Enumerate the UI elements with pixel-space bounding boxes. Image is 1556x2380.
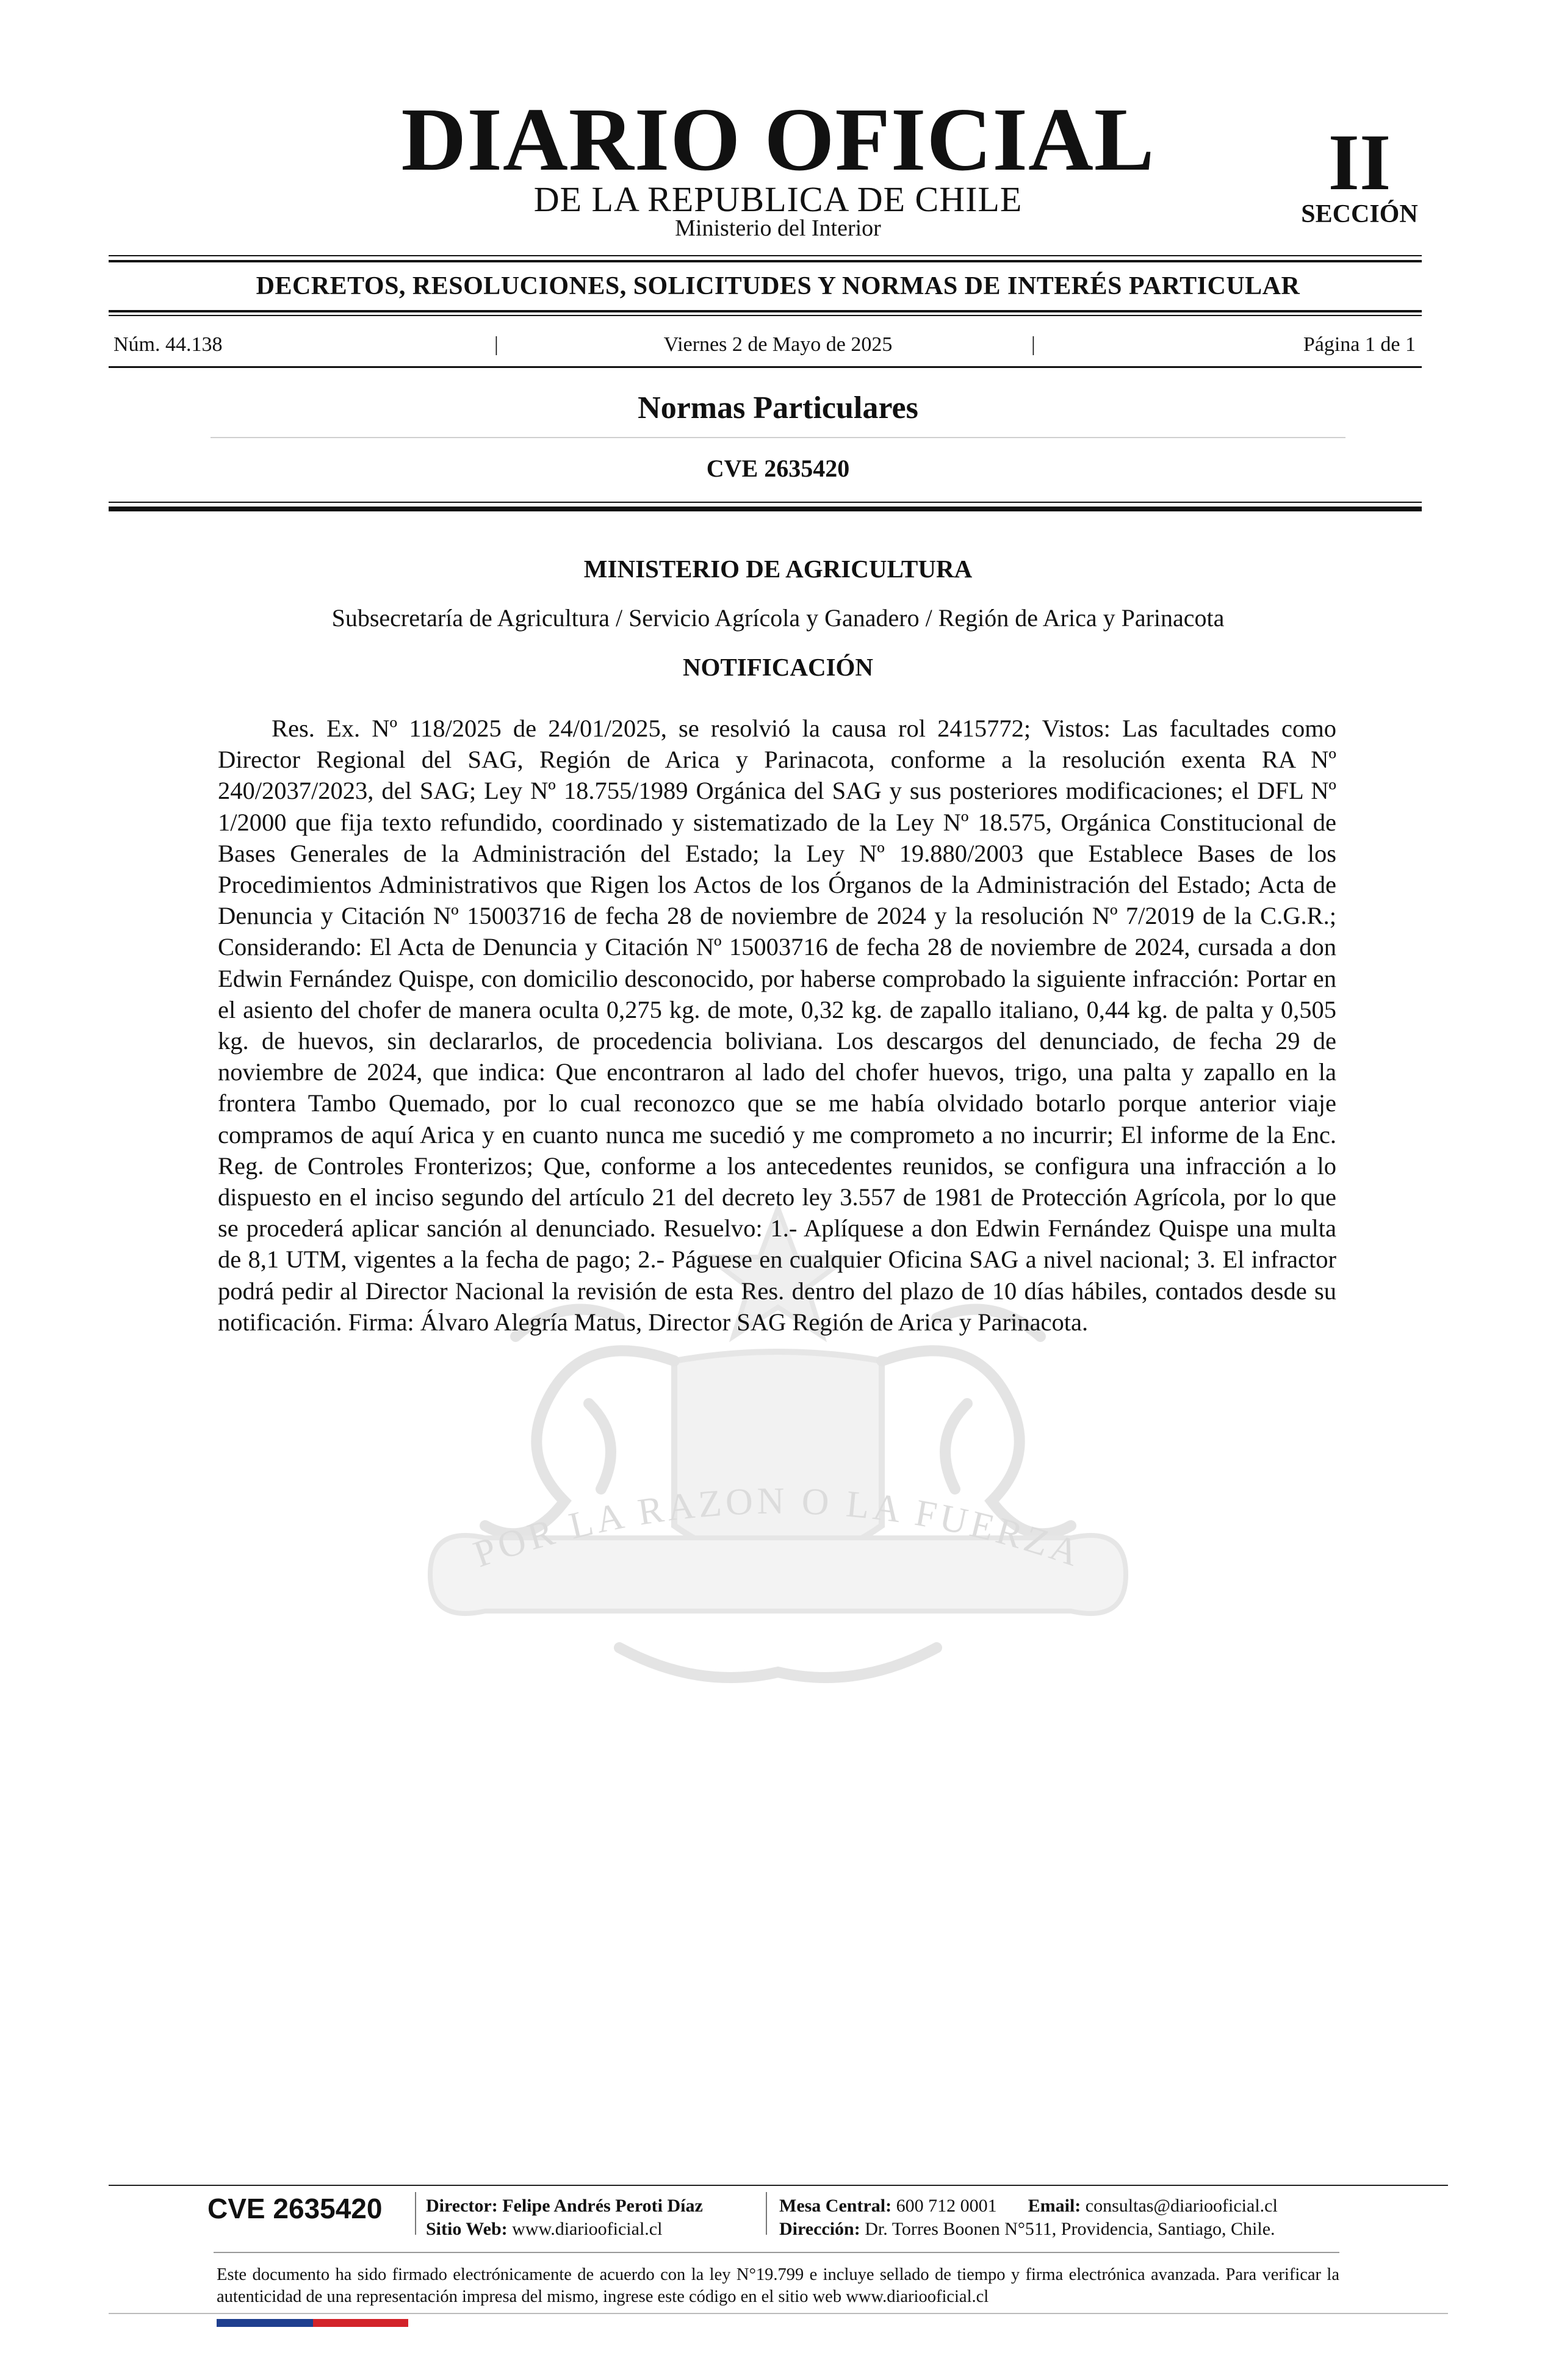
cve-rule-thin xyxy=(109,502,1422,503)
banner-heading: DECRETOS, RESOLUCIONES, SOLICITUDES Y NORMAS DE INTERÉS PARTICULAR xyxy=(256,272,1300,300)
masthead-subtitle: DE LA REPUBLICA DE CHILE xyxy=(533,179,1023,219)
masthead-title: DIARIO OFICIAL xyxy=(401,90,1155,190)
flag-stripe-blue xyxy=(217,2319,313,2327)
footer-website xyxy=(426,2220,662,2238)
issue-separator: | xyxy=(1031,333,1036,356)
footer-address-label: Dirección: xyxy=(779,2219,860,2239)
footer-mesa-value: 600 712 0001 xyxy=(896,2196,997,2216)
issue-separator: | xyxy=(494,333,499,356)
footer-cve: CVE 2635420 xyxy=(207,2193,383,2224)
footer-rule-bottom xyxy=(109,2313,1448,2314)
footer-website-label: Sitio Web: xyxy=(426,2219,508,2239)
section-numeral: II xyxy=(1328,117,1391,207)
section-cve: CVE 2635420 xyxy=(706,455,850,482)
footer-divider xyxy=(766,2192,767,2235)
banner-rule-thin xyxy=(109,315,1422,316)
footer-website-link[interactable]: www.diariooficial.cl xyxy=(512,2219,663,2239)
flag-stripe-red xyxy=(313,2319,408,2327)
masthead-ministry: Ministerio del Interior xyxy=(675,215,881,241)
watermark-motto: POR LA RAZON O LA FUERZA xyxy=(468,1480,1088,1576)
footer-email-label: Email: xyxy=(1028,2196,1081,2216)
footer-legal-notice: Este documento ha sido firmado electrónicamente de acuerdo con la ley N°19.799 e incluye sellado de tiempo y firma electrónica avanzada. Para verificar la autenticidad de una representación impresa del mismo, ingrese este código en el sitio web www.diariooficial.cl xyxy=(217,2265,1339,2306)
footer-director-name: Felipe Andrés Peroti Díaz xyxy=(502,2196,703,2216)
cve-rule-thick xyxy=(109,507,1422,511)
masthead-rule-top xyxy=(109,255,1422,256)
notice-ministry: MINISTERIO DE AGRICULTURA xyxy=(583,555,973,583)
footer-email-link[interactable]: consultas@diariooficial.cl xyxy=(1085,2196,1278,2216)
footer-rule xyxy=(109,2185,1448,2186)
footer-address-value: Dr. Torres Boonen N°511, Providencia, Santiago, Chile. xyxy=(865,2219,1275,2239)
footer-divider xyxy=(415,2192,416,2235)
section-title: Normas Particulares xyxy=(638,391,918,425)
footer-director xyxy=(426,2197,703,2215)
masthead-rule-thick xyxy=(109,260,1422,262)
issue-number: Núm. 44.138 xyxy=(113,333,223,356)
issue-date: Viernes 2 de Mayo de 2025 xyxy=(663,333,893,356)
notice-subsecretaria: Subsecretaría de Agricultura / Servicio Agrícola y Ganadero / Región de Arica y Parinacota xyxy=(331,604,1225,632)
footer-contact xyxy=(779,2197,1278,2215)
section-label: SECCIÓN xyxy=(1301,200,1418,228)
issue-rule xyxy=(109,366,1422,368)
footer-director-label: Director: xyxy=(426,2196,498,2216)
section-title-underline xyxy=(211,437,1345,438)
footer-address xyxy=(779,2220,1275,2238)
page-number: Página 1 de 1 xyxy=(1303,333,1416,356)
banner-rule-thick xyxy=(109,310,1422,312)
footer-mesa-label: Mesa Central: xyxy=(779,2196,892,2216)
notice-heading: NOTIFICACIÓN xyxy=(682,653,874,681)
footer-rule-inner xyxy=(214,2252,1339,2253)
notice-body: Res. Ex. Nº 118/2025 de 24/01/2025, se resolvió la causa rol 2415772; Vistos: Las facultades como Director Regional del SAG, Región de Arica y Parinacota, conforme a la resolución exenta RA Nº 240/2037/2023, del SAG; Ley Nº 18.755/1989 Orgánica del SAG y sus posteriores modificaciones; el DFL Nº 1/2000 que fija texto refundido, coordinado y sistematizado de la Ley Nº 18.575, Orgánica Constitucional de Bases Generales de la Administración del Estado; la Ley Nº 19.880/2003 que Establece Bases de los Procedimientos Administrativos que Rigen los Actos de los Órganos de la Administración del Estado; Acta de Denuncia y Citación Nº 15003716 de fecha 28 de noviembre de 2024 y la resolución Nº 7/2019 de la C.G.R.; Considerando: El Acta de Denuncia y Citación Nº 15003716 de fecha 28 de noviembre de 2024, cursada a don Edwin Fernández Quispe, con domicilio desconocido, por haberse comprobado la siguiente infracción: Portar en el asiento del chofer de manera oculta 0,275 kg. de mote, 0,32 kg. de zapallo italiano, 0,44 kg. de palta y 0,505 kg. de huevos, sin declararlos, de procedencia boliviana. Los descargos del denunciado, de fecha 29 de noviembre de 2024, que indica: Que encontraron al lado del chofer huevos, trigo, una palta y zapallo en la frontera Tambo Quemado, por lo cual reconozco que se me había olvidado botarlo porque anterior viaje compramos de aquí Arica y en cuanto nunca me sucedió y me comprometo a no incurrir; El informe de la Enc. Reg. de Controles Fronterizos; Que, conforme a los antecedentes reunidos, se configura una infracción a lo dispuesto en el inciso segundo del artículo 21 del decreto ley 3.557 de 1981 de Protección Agrícola, por lo que se procederá aplicar sanción al denunciado. Resuelvo: 1.- Aplíquese a don Edwin Fernández Quispe una multa de 8,1 UTM, vigentes a la fecha de pago; 2.- Páguese en cualquier Oficina SAG a nivel nacional; 3. El infractor podrá pedir al Director Nacional la revisión de esta Res. dentro del plazo de 10 días hábiles, contados desde su notificación. Firma: Álvaro Alegría Matus, Director SAG Región de Arica y Parinacota. xyxy=(218,715,1336,1336)
